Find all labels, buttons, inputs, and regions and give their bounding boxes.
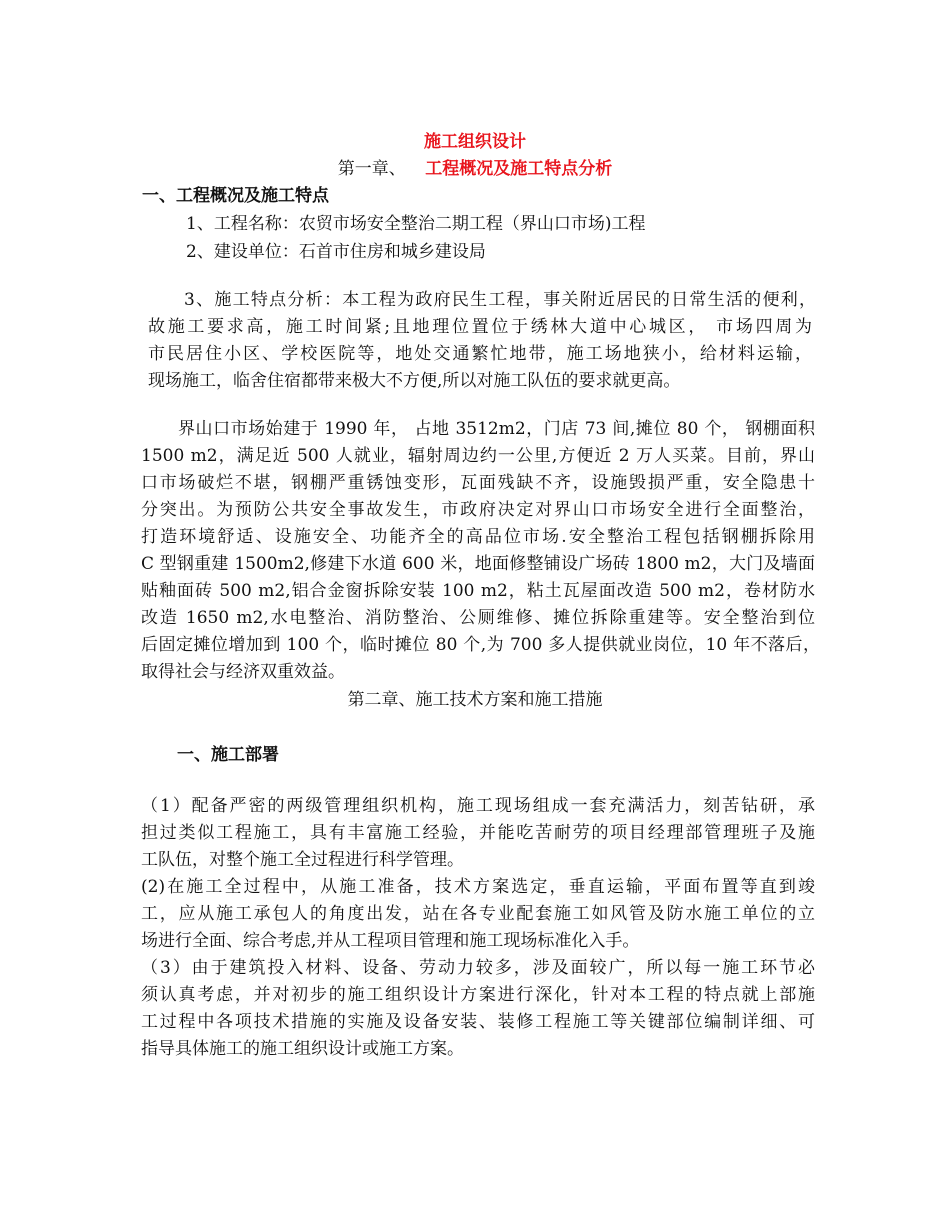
para1-line: 现场施工，临舍住宿都带来极大不方便,所以对施工队伍的要求就更高。 [148,371,681,391]
para1-line: 市民居住小区、学校医院等，地处交通繁忙地带，施工场地狭小，给材料运输， [148,344,812,364]
para4-line: 工，应从施工承包人的角度出发，站在各专业配套施工如风管及防水施工单位的立 [141,904,815,924]
chapter1-heading [0,157,950,181]
para2-line: 分突出。为预防公共安全事故发生，市政府决定对界山口市场安全进行全面整治， [141,500,815,520]
chapter1-prefix: 第一章、 [337,159,406,179]
para2-line: 1500 m2，满足近 500 人就业，辐射周边约一公里,方便近 2 万人买菜。目前，界山 [141,446,815,466]
para2-line: 口市场破烂不堪，钢棚严重锈蚀变形，瓦面残缺不齐，设施毁损严重，安全隐患十 [141,473,815,493]
para5-line: （3）由于建筑投入材料、设备、劳动力较多，涉及面较广，所以每一施工环节必 [141,958,815,978]
para4-line: (2)在施工全过程中，从施工准备，技术方案选定，垂直运输，平面布置等直到竣 [141,877,815,897]
section2-heading: 一、施工部署 [177,745,279,765]
para2-line: 贴釉面砖 500 m2,铝合金窗拆除安装 100 m2，粘土瓦屋面改造 500 m2，卷材防水 [141,581,815,601]
item-builder: 2、建设单位：石首市住房和城乡建设局 [186,242,486,262]
para2-line: C 型钢重建 1500m2,修建下水道 600 米，地面修整铺设广场砖 1800 m2，大门及墙面 [141,554,815,574]
para2-line: 打造环境舒适、设施安全、功能齐全的高品位市场.安全整治工程包括钢棚拆除用 [141,527,815,547]
para5-line: 须认真考虑，并对初步的施工组织设计方案进行深化，针对本工程的特点就上部施 [141,985,815,1005]
para3-line: （1）配备严密的两级管理组织机构，施工现场组成一套充满活力，刻苦钻研，承 [141,796,815,816]
para5-line: 工过程中各项技术措施的实施及设备安装、装修工程施工等关键部位编制详细、可 [141,1012,815,1032]
chapter2-heading: 第二章、施工技术方案和施工措施 [347,690,603,710]
para5-line: 指导具体施工的施工组织设计或施工方案。 [141,1039,464,1059]
para1-line: 故施工要求高，施工时间紧;且地理位置位于绣林大道中心城区， 市场四周为 [148,317,812,337]
para2-line: 改造 1650 m2,水电整治、消防整治、公厕维修、摊位拆除重建等。安全整治到位 [141,608,815,628]
chapter1-title: 工程概况及施工特点分析 [425,159,613,179]
para1-line: 3、施工特点分析：本工程为政府民生工程，事关附近居民的日常生活的便利， [184,290,816,310]
section1-heading: 一、工程概况及施工特点 [142,186,329,206]
para4-line: 场进行全面、综合考虑,并从工程项目管理和施工现场标准化入手。 [141,931,640,951]
para2-line: 后固定摊位增加到 100 个，临时摊位 80 个,为 700 多人提供就业岗位，10 年不落后， [141,635,820,655]
para2-line: 界山口市场始建于 1990 年， 占地 3512m2，门店 73 间,摊位 80 个， 钢棚面积 [178,419,815,439]
para3-line: 担过类似工程施工，具有丰富施工经验，并能吃苦耐劳的项目经理部管理班子及施 [141,823,815,843]
para2-line: 取得社会与经济双重效益。 [141,662,345,682]
para3-line: 工队伍，对整个施工全过程进行科学管理。 [141,850,464,870]
document-title: 施工组织设计 [424,132,526,152]
item-project-name: 1、工程名称：农贸市场安全整治二期工程（界山口市场)工程 [186,214,646,234]
